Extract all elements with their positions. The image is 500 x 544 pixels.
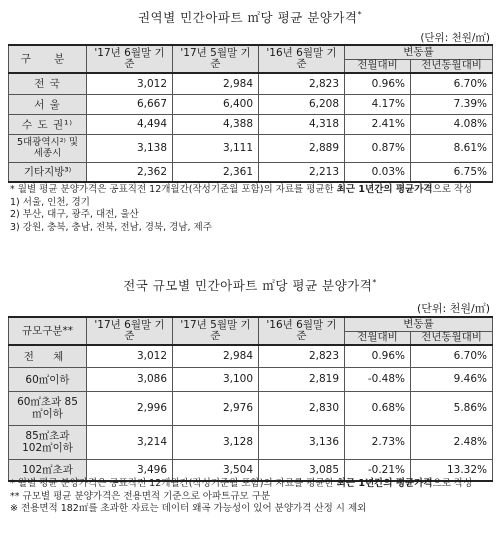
cell-value: 2,361 <box>173 162 259 182</box>
row-label: 수 도 권¹⁾ <box>9 114 87 134</box>
table-row <box>9 134 493 162</box>
cell-value: 2,830 <box>259 391 345 425</box>
row-label: 기타지방³⁾ <box>9 162 87 182</box>
cell-value: 4,388 <box>173 114 259 134</box>
cell-value: 2,976 <box>173 391 259 425</box>
cell-value: 6.75% <box>411 162 493 182</box>
cell-value: 3,085 <box>259 459 345 481</box>
cell-value: 3,100 <box>173 367 259 391</box>
table-row <box>9 425 493 459</box>
cell-value: -0.48% <box>345 367 411 391</box>
cell-value: 2,984 <box>173 73 259 94</box>
table-row <box>9 345 493 367</box>
table2-header-mom: 전월대비 <box>345 331 411 345</box>
note-text: 으로 작성 <box>432 478 473 489</box>
cell-value: 3,012 <box>87 73 173 94</box>
table1-title <box>0 8 500 26</box>
cell-value: 2,889 <box>259 134 345 162</box>
cell-value: 13.32% <box>411 459 493 481</box>
cell-value: 2,984 <box>173 345 259 367</box>
table2-note-1 <box>10 478 490 491</box>
cell-value: 3,086 <box>87 367 173 391</box>
note-text: * 월별 평균 분양가격은 공표직전 12개월간(작성기준월 포함)의 자료를 평균한 <box>10 478 337 489</box>
cell-value: 4,318 <box>259 114 345 134</box>
table2-header-col3: '16년 6월말 기준 <box>259 317 345 345</box>
cell-value: 9.46% <box>411 367 493 391</box>
table1-header-yoy: 전년동월대비 <box>411 59 493 73</box>
table-row <box>9 391 493 425</box>
cell-value: 3,111 <box>173 134 259 162</box>
row-label: 102㎡초과 <box>9 459 87 481</box>
cell-value: 6,667 <box>87 94 173 114</box>
table2 <box>8 316 493 482</box>
table2-header-change: 변동률 <box>345 317 493 331</box>
note-text: 으로 작성 <box>432 184 473 195</box>
row-label: 85㎡초과 102㎡이하 <box>9 425 87 459</box>
cell-value: 8.61% <box>411 134 493 162</box>
table2-note-3: ※ 전용면적 182㎡를 초과한 자료는 데이터 왜곡 가능성이 있어 분양가격 산정 시 제외 <box>10 503 367 514</box>
cell-value: 3,128 <box>173 425 259 459</box>
table2-title-text: 전국 규모별 민간아파트 ㎡당 평균 분양가격 <box>123 278 373 293</box>
note-text: * 월별 평균 분양가격은 공표직전 12개월간(작성기준월 포함)의 자료를 평균한 <box>10 184 337 195</box>
table1-unit: (단위: 천원/㎡) <box>420 32 490 44</box>
cell-value: 3,138 <box>87 134 173 162</box>
row-label: 전 국 <box>9 73 87 94</box>
table1-header-col3: '16년 6월말 기준 <box>259 45 345 73</box>
cell-value: 4.08% <box>411 114 493 134</box>
row-label: 5대광역시²⁾ 및 세종시 <box>9 134 87 162</box>
cell-value: 2,819 <box>259 367 345 391</box>
cell-value: 2,996 <box>87 391 173 425</box>
table1-note-1 <box>10 184 490 197</box>
table2-title-mark: * <box>372 277 377 287</box>
cell-value: 0.96% <box>345 73 411 94</box>
table-row <box>9 94 493 114</box>
cell-value: 2,823 <box>259 73 345 94</box>
table2-header-col1: '17년 6월말 기준 <box>87 317 173 345</box>
cell-value: 6,400 <box>173 94 259 114</box>
cell-value: 0.96% <box>345 345 411 367</box>
cell-value: 0.03% <box>345 162 411 182</box>
cell-value: 4.17% <box>345 94 411 114</box>
table2-unit: (단위: 천원/㎡) <box>417 302 490 315</box>
cell-value: 7.39% <box>411 94 493 114</box>
cell-value: 3,504 <box>173 459 259 481</box>
row-label: 60㎡이하 <box>9 367 87 391</box>
cell-value: 2.41% <box>345 114 411 134</box>
cell-value: 0.87% <box>345 134 411 162</box>
cell-value: 0.68% <box>345 391 411 425</box>
cell-value: 3,136 <box>259 425 345 459</box>
table1-header-change: 변동률 <box>345 45 493 59</box>
row-label: 전 체 <box>9 345 87 367</box>
table2-title <box>0 276 500 294</box>
table1-header-col2: '17년 5월말 기준 <box>173 45 259 73</box>
cell-value: 5.86% <box>411 391 493 425</box>
row-label: 60㎡초과 85㎡이하 <box>9 391 87 425</box>
cell-value: 3,496 <box>87 459 173 481</box>
cell-value: -0.21% <box>345 459 411 481</box>
cell-value: 2,213 <box>259 162 345 182</box>
cell-value: 4,494 <box>87 114 173 134</box>
table1 <box>8 44 493 183</box>
table1-title-mark: * <box>357 9 363 19</box>
cell-value: 2,823 <box>259 345 345 367</box>
note-bold-text: 최근 1년간의 평균가격 <box>336 478 433 489</box>
table2-header-col2: '17년 5월말 기준 <box>173 317 259 345</box>
table1-notes <box>10 184 490 234</box>
table1-title-text: 권역별 민간아파트 ㎡당 평균 분양가격 <box>137 10 358 25</box>
cell-value: 2.48% <box>411 425 493 459</box>
table-row <box>9 73 493 94</box>
cell-value: 6.70% <box>411 345 493 367</box>
table1-header-col1: '17년 6월말 기준 <box>87 45 173 73</box>
table2-header-yoy: 전년동월대비 <box>411 331 493 345</box>
cell-value: 2,362 <box>87 162 173 182</box>
note-bold-text: 최근 1년간의 평균가격 <box>336 184 433 195</box>
table-row <box>9 367 493 391</box>
table2-note-2: ** 규모별 평균 분양가격은 전용면적 기준으로 아파트규모 구분 <box>10 490 271 502</box>
table1-note-3: 2) 부산, 대구, 광주, 대전, 울산 <box>10 209 139 220</box>
table2-header-category: 규모구분** <box>9 317 87 345</box>
table1-note-4: 3) 강원, 충북, 충남, 전북, 전남, 경북, 경남, 제주 <box>10 221 212 233</box>
row-label: 서 울 <box>9 94 87 114</box>
cell-value: 6.70% <box>411 73 493 94</box>
table1-note-2: 1) 서울, 인천, 경기 <box>10 196 90 208</box>
cell-value: 3,012 <box>87 345 173 367</box>
table-row <box>9 162 493 182</box>
cell-value: 6,208 <box>259 94 345 114</box>
table-row <box>9 114 493 134</box>
table1-header-mom: 전월대비 <box>345 59 411 73</box>
table1-header-category: 구 분 <box>9 45 87 73</box>
table2-notes <box>10 478 490 516</box>
cell-value: 3,214 <box>87 425 173 459</box>
cell-value: 2.73% <box>345 425 411 459</box>
